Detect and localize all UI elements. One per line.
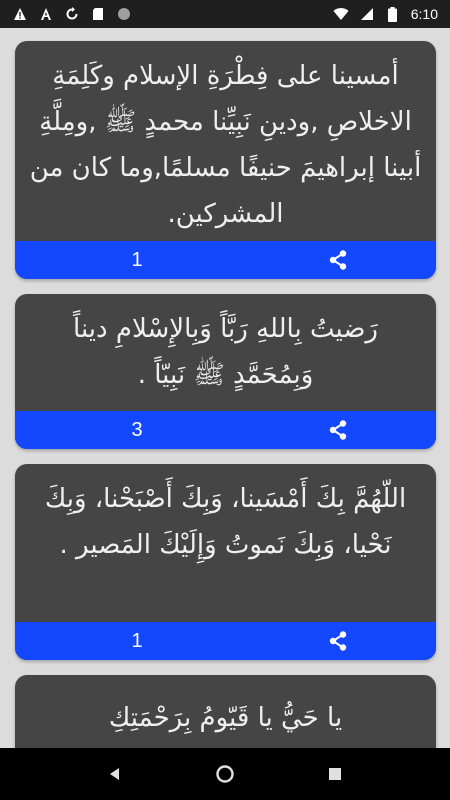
share-icon	[327, 249, 349, 271]
navigation-bar	[0, 748, 450, 800]
dhikr-card	[15, 675, 436, 748]
dhikr-card	[15, 41, 436, 279]
card-footer	[15, 411, 436, 449]
status-right	[333, 6, 438, 22]
a-icon	[38, 6, 54, 22]
recents-button[interactable]	[311, 750, 359, 798]
dhikr-text: اللّهُمَّ بِكَ أَمْسَينا، وَبِكَ أَصْبَحْنا، وَبِكَ نَحْيا، وَبِكَ نَموتُ وَإِلَيْكَ المَصير .	[44, 484, 407, 560]
battery-icon	[385, 6, 401, 22]
share-icon	[327, 419, 349, 441]
share-button[interactable]	[311, 411, 365, 449]
sd-card-icon	[90, 6, 106, 22]
dhikr-list[interactable]	[0, 28, 450, 748]
share-button[interactable]	[311, 241, 365, 279]
repeat-count[interactable]: 1	[131, 629, 143, 652]
recents-icon	[327, 766, 343, 782]
dhikr-card	[15, 464, 436, 660]
share-icon	[327, 630, 349, 652]
status-left	[12, 6, 132, 22]
sync-icon	[64, 6, 80, 22]
repeat-count[interactable]: 1	[131, 248, 143, 271]
home-icon	[215, 764, 235, 784]
dhikr-text: يا حَيُّ يا قَيّومُ بِرَحْمَتِكِ	[108, 703, 343, 733]
home-button[interactable]	[201, 750, 249, 798]
back-button[interactable]	[91, 750, 139, 798]
card-footer	[15, 241, 436, 279]
dhikr-text: أمسينا على فِطْرَةِ الإسلام وكَلِمَةِ الاخلاصِ ,ودينِ نَبِيِّنا محمدٍ ﷺ ,ومِلَّةِ أبينا إبراهيمَ حنيفًا مسلمًا,وما كان من المشركين.	[29, 61, 422, 229]
wifi-icon	[333, 6, 349, 22]
dhikr-text: رَضيتُ بِاللهِ رَبَّاً وَبِالإِسْلامِ ديناً وَبِمُحَمَّدٍ ﷺ نَبِيّاً .	[73, 314, 378, 390]
signal-icon	[359, 6, 375, 22]
status-time: 6:10	[410, 6, 438, 22]
share-button[interactable]	[311, 622, 365, 660]
card-footer	[15, 622, 436, 660]
back-icon	[107, 766, 123, 782]
warning-icon	[12, 6, 28, 22]
repeat-count[interactable]: 3	[131, 418, 143, 441]
status-bar	[0, 0, 450, 28]
dhikr-card	[15, 294, 436, 449]
circle-icon	[116, 6, 132, 22]
